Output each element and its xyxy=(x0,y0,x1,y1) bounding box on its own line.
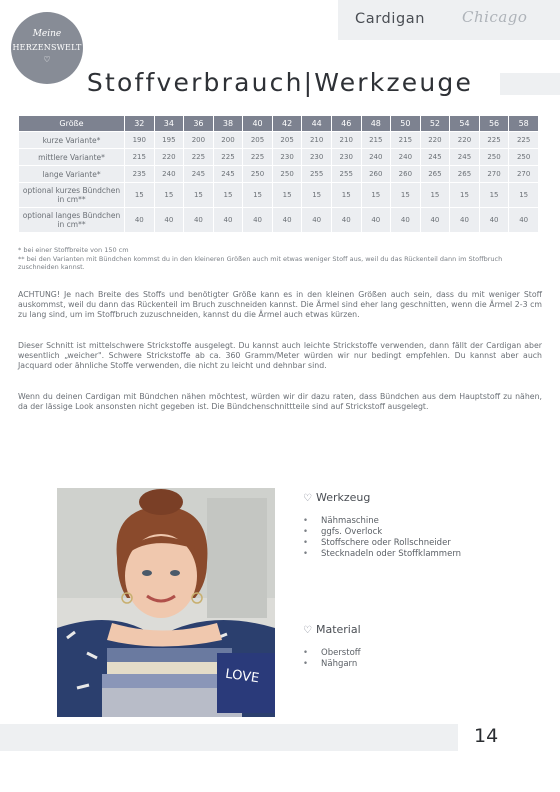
table-cell: 225 xyxy=(509,132,539,149)
row-label: lange Variante* xyxy=(19,166,125,183)
table-cell: 215 xyxy=(391,132,421,149)
table-cell: 200 xyxy=(213,132,243,149)
table-cell: 15 xyxy=(391,183,421,208)
logo-line-1: Meine xyxy=(32,29,62,39)
table-header-cell: 38 xyxy=(213,116,243,132)
logo-heart-icon: ♡ xyxy=(43,55,51,64)
table-cell: 240 xyxy=(391,149,421,166)
table-header-cell: 58 xyxy=(509,116,539,132)
paragraph-fabric: Dieser Schnitt ist mittelschwere Strickstoffe ausgelegt. Du kannst auch leichte Strickstoffe verwenden, dann fällt der Cardigan aber wesentlich „weicher". Schwere Strickstoffe ab ca. 360 Gramm/Meter würden wir nur bedingt empfehlen. Du kannst aber auch Jacquard oder ähnliche Stoffe verwenden, die nicht zu leicht und dehnbar sind. xyxy=(18,341,542,370)
footnotes xyxy=(18,246,543,272)
table-cell: 40 xyxy=(243,208,273,233)
table-body xyxy=(19,132,539,233)
table-row xyxy=(19,208,539,233)
table-cell: 225 xyxy=(479,132,509,149)
row-label: optional kurzes Bündchen in cm** xyxy=(19,183,125,208)
row-label: optional langes Bündchen in cm** xyxy=(19,208,125,233)
table-cell: 255 xyxy=(331,166,361,183)
footnote-2: ** bei den Varianten mit Bündchen kommst du in den kleineren Größen auch mit etwas weniger Stoff aus, weil du das Rückenteil dann im Stoffbruch zuschneiden kannst. xyxy=(18,254,503,271)
table-header-cell: 40 xyxy=(243,116,273,132)
werkzeug-list xyxy=(303,516,461,560)
table-cell: 200 xyxy=(184,132,214,149)
table-cell: 250 xyxy=(509,149,539,166)
table-cell: 15 xyxy=(125,183,155,208)
table-cell: 15 xyxy=(331,183,361,208)
werkzeug-heading-label: Werkzeug xyxy=(315,491,371,504)
table-cell: 265 xyxy=(450,166,480,183)
list-item: • Nähgarn xyxy=(303,659,361,670)
table-cell: 230 xyxy=(331,149,361,166)
table-header-cell: 50 xyxy=(391,116,421,132)
material-heading-label: Material xyxy=(315,623,361,636)
paragraph-warning: ACHTUNG! Je nach Breite des Stoffs und benötigter Größe kann es in den kleinen Größen auch sein, dass du mit weniger Stoff auskommst, weil du dann das Rückenteil im Bruch zuschneiden kannst. Die Ärmel sind eher lang geschnitten, wenn die Ärmel 2-3 cm zu lang sind, um im Stoffbruch zuzuschneiden, kannst du die Ärmel auch etwas kürzen. xyxy=(18,290,542,319)
shirt-lettering: LOVE xyxy=(224,666,260,687)
table-cell: 40 xyxy=(331,208,361,233)
table-row xyxy=(19,149,539,166)
row-label: kurze Variante* xyxy=(19,132,125,149)
table-cell: 15 xyxy=(184,183,214,208)
table-cell: 40 xyxy=(479,208,509,233)
table-cell: 215 xyxy=(361,132,391,149)
footnote-1: * bei einer Stoffbreite von 150 cm xyxy=(18,246,129,254)
table-cell: 240 xyxy=(154,166,184,183)
table-cell: 225 xyxy=(243,149,273,166)
table-cell: 250 xyxy=(272,166,302,183)
table-cell: 230 xyxy=(272,149,302,166)
table-cell: 40 xyxy=(391,208,421,233)
table-cell: 245 xyxy=(184,166,214,183)
table-cell: 15 xyxy=(361,183,391,208)
table-header-cell: 42 xyxy=(272,116,302,132)
material-list xyxy=(303,648,361,670)
row-label: mittlere Variante* xyxy=(19,149,125,166)
table-cell: 15 xyxy=(509,183,539,208)
table-cell: 40 xyxy=(125,208,155,233)
table-header-row xyxy=(19,116,539,132)
table-cell: 230 xyxy=(302,149,332,166)
table-cell: 190 xyxy=(125,132,155,149)
table-cell: 40 xyxy=(361,208,391,233)
header-title: Cardigan xyxy=(355,11,426,27)
table-header-cell: 48 xyxy=(361,116,391,132)
table-cell: 40 xyxy=(154,208,184,233)
table-cell: 40 xyxy=(420,208,450,233)
table-cell: 40 xyxy=(302,208,332,233)
table-cell: 265 xyxy=(420,166,450,183)
table-header-cell: 52 xyxy=(420,116,450,132)
werkzeug-heading xyxy=(303,491,370,504)
table-cell: 240 xyxy=(361,149,391,166)
table-cell: 220 xyxy=(420,132,450,149)
table-header-cell: 46 xyxy=(331,116,361,132)
table-cell: 205 xyxy=(243,132,273,149)
header-subtitle: Chicago xyxy=(462,8,528,26)
logo-line-2: HERZENSWELT xyxy=(12,43,82,52)
table-cell: 250 xyxy=(243,166,273,183)
heart-icon: ♡ xyxy=(303,625,312,636)
table-cell: 245 xyxy=(420,149,450,166)
table-cell: 210 xyxy=(331,132,361,149)
table-cell: 225 xyxy=(184,149,214,166)
page-title: Stoffverbrauch|Werkzeuge xyxy=(86,68,474,97)
table-header-cell: Größe xyxy=(19,116,125,132)
table-cell: 205 xyxy=(272,132,302,149)
material-heading xyxy=(303,623,361,636)
table-cell: 215 xyxy=(125,149,155,166)
table-cell: 220 xyxy=(154,149,184,166)
fabric-usage-table xyxy=(18,115,539,233)
list-item: • ggfs. Overlock xyxy=(303,527,461,538)
table-cell: 40 xyxy=(272,208,302,233)
table-cell: 40 xyxy=(450,208,480,233)
footer-band xyxy=(0,724,458,751)
table-row xyxy=(19,183,539,208)
table-cell: 15 xyxy=(450,183,480,208)
table-cell: 210 xyxy=(302,132,332,149)
paragraph-cuffs: Wenn du deinen Cardigan mit Bündchen nähen möchtest, würden wir dir dazu raten, dass Bündchen aus dem Hauptstoff zu nähen, da der lässige Look ansonsten nicht gegeben ist. Die Bündchenschnittteile sind auf Strickstoff ausgelegt. xyxy=(18,392,542,411)
table-header-cell: 34 xyxy=(154,116,184,132)
list-item: • Nähmaschine xyxy=(303,516,461,527)
table-cell: 40 xyxy=(184,208,214,233)
table-cell: 195 xyxy=(154,132,184,149)
table-cell: 270 xyxy=(479,166,509,183)
table-cell: 15 xyxy=(302,183,332,208)
table-cell: 260 xyxy=(361,166,391,183)
table-cell: 15 xyxy=(213,183,243,208)
table-cell: 245 xyxy=(213,166,243,183)
table-cell: 40 xyxy=(509,208,539,233)
list-item: • Stecknadeln oder Stoffklammern xyxy=(303,549,461,560)
table-row xyxy=(19,132,539,149)
table-cell: 15 xyxy=(154,183,184,208)
table-cell: 255 xyxy=(302,166,332,183)
list-item: • Stoffschere oder Rollschneider xyxy=(303,538,461,549)
table-cell: 270 xyxy=(509,166,539,183)
table-cell: 40 xyxy=(213,208,243,233)
table-cell: 225 xyxy=(213,149,243,166)
author-photo xyxy=(57,488,275,717)
table-header-cell: 44 xyxy=(302,116,332,132)
table-header-cell: 54 xyxy=(450,116,480,132)
heart-icon: ♡ xyxy=(303,493,312,504)
table-cell: 260 xyxy=(391,166,421,183)
table-header-cell: 36 xyxy=(184,116,214,132)
table-cell: 15 xyxy=(479,183,509,208)
list-item: • Oberstoff xyxy=(303,648,361,659)
table-cell: 245 xyxy=(450,149,480,166)
table-cell: 250 xyxy=(479,149,509,166)
table-cell: 15 xyxy=(243,183,273,208)
table-header-cell: 56 xyxy=(479,116,509,132)
table-cell: 235 xyxy=(125,166,155,183)
page-number: 14 xyxy=(474,725,499,747)
table-cell: 15 xyxy=(420,183,450,208)
table-header-cell: 32 xyxy=(125,116,155,132)
table-row xyxy=(19,166,539,183)
table-cell: 15 xyxy=(272,183,302,208)
table-cell: 220 xyxy=(450,132,480,149)
